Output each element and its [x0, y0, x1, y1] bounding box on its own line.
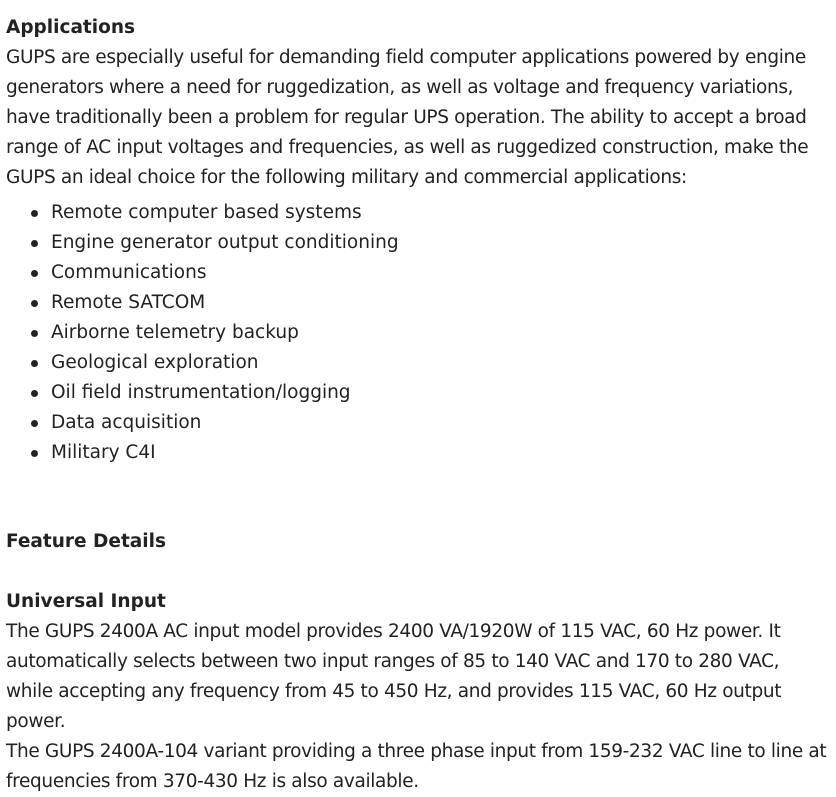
- universal-input-text-1: The GUPS 2400A AC input model provides 2400 VA/1920W of 115 VAC, 60 Hz power. It automatically selects between two input ranges of 85 to 140 VAC and 170 to 280 VAC, while accepting any frequency from 45 to 450 Hz, and provides 115 VAC, 60 Hz output power.: [6, 621, 782, 732]
- list-item: Remote SATCOM: [28, 288, 830, 318]
- applications-list: [6, 198, 830, 468]
- applications-paragraph: GUPS are especially useful for demanding field computer applications powered by engine generators where a need for ruggedization, as well as voltage and frequency variations, have traditionally been a problem for regular UPS operation. The ability to accept a broad range of AC input voltages and frequencies, as well as ruggedized construction, make the GUPS an ideal choice for the following military and commercial applications:: [6, 47, 809, 188]
- list-item: Airborne telemetry backup: [28, 318, 830, 348]
- list-item: Remote computer based systems: [28, 198, 830, 228]
- universal-input-heading: Universal Input: [6, 591, 166, 612]
- list-item: Communications: [28, 258, 830, 288]
- applications-heading: Applications: [6, 17, 136, 38]
- universal-input-paragraph: [6, 617, 830, 797]
- feature-details-heading: Feature Details: [6, 531, 166, 552]
- universal-input-text-2: The GUPS 2400A-104 variant providing a three phase input from 159-232 VAC line to line at frequencies from 370-430 Hz is also available.: [6, 741, 827, 792]
- list-item: Data acquisition: [28, 408, 830, 438]
- list-item: Military C4I: [28, 438, 830, 468]
- list-item: Oil field instrumentation/logging: [28, 378, 830, 408]
- list-item: Engine generator output conditioning: [28, 228, 830, 258]
- list-item: Geological exploration: [28, 348, 830, 378]
